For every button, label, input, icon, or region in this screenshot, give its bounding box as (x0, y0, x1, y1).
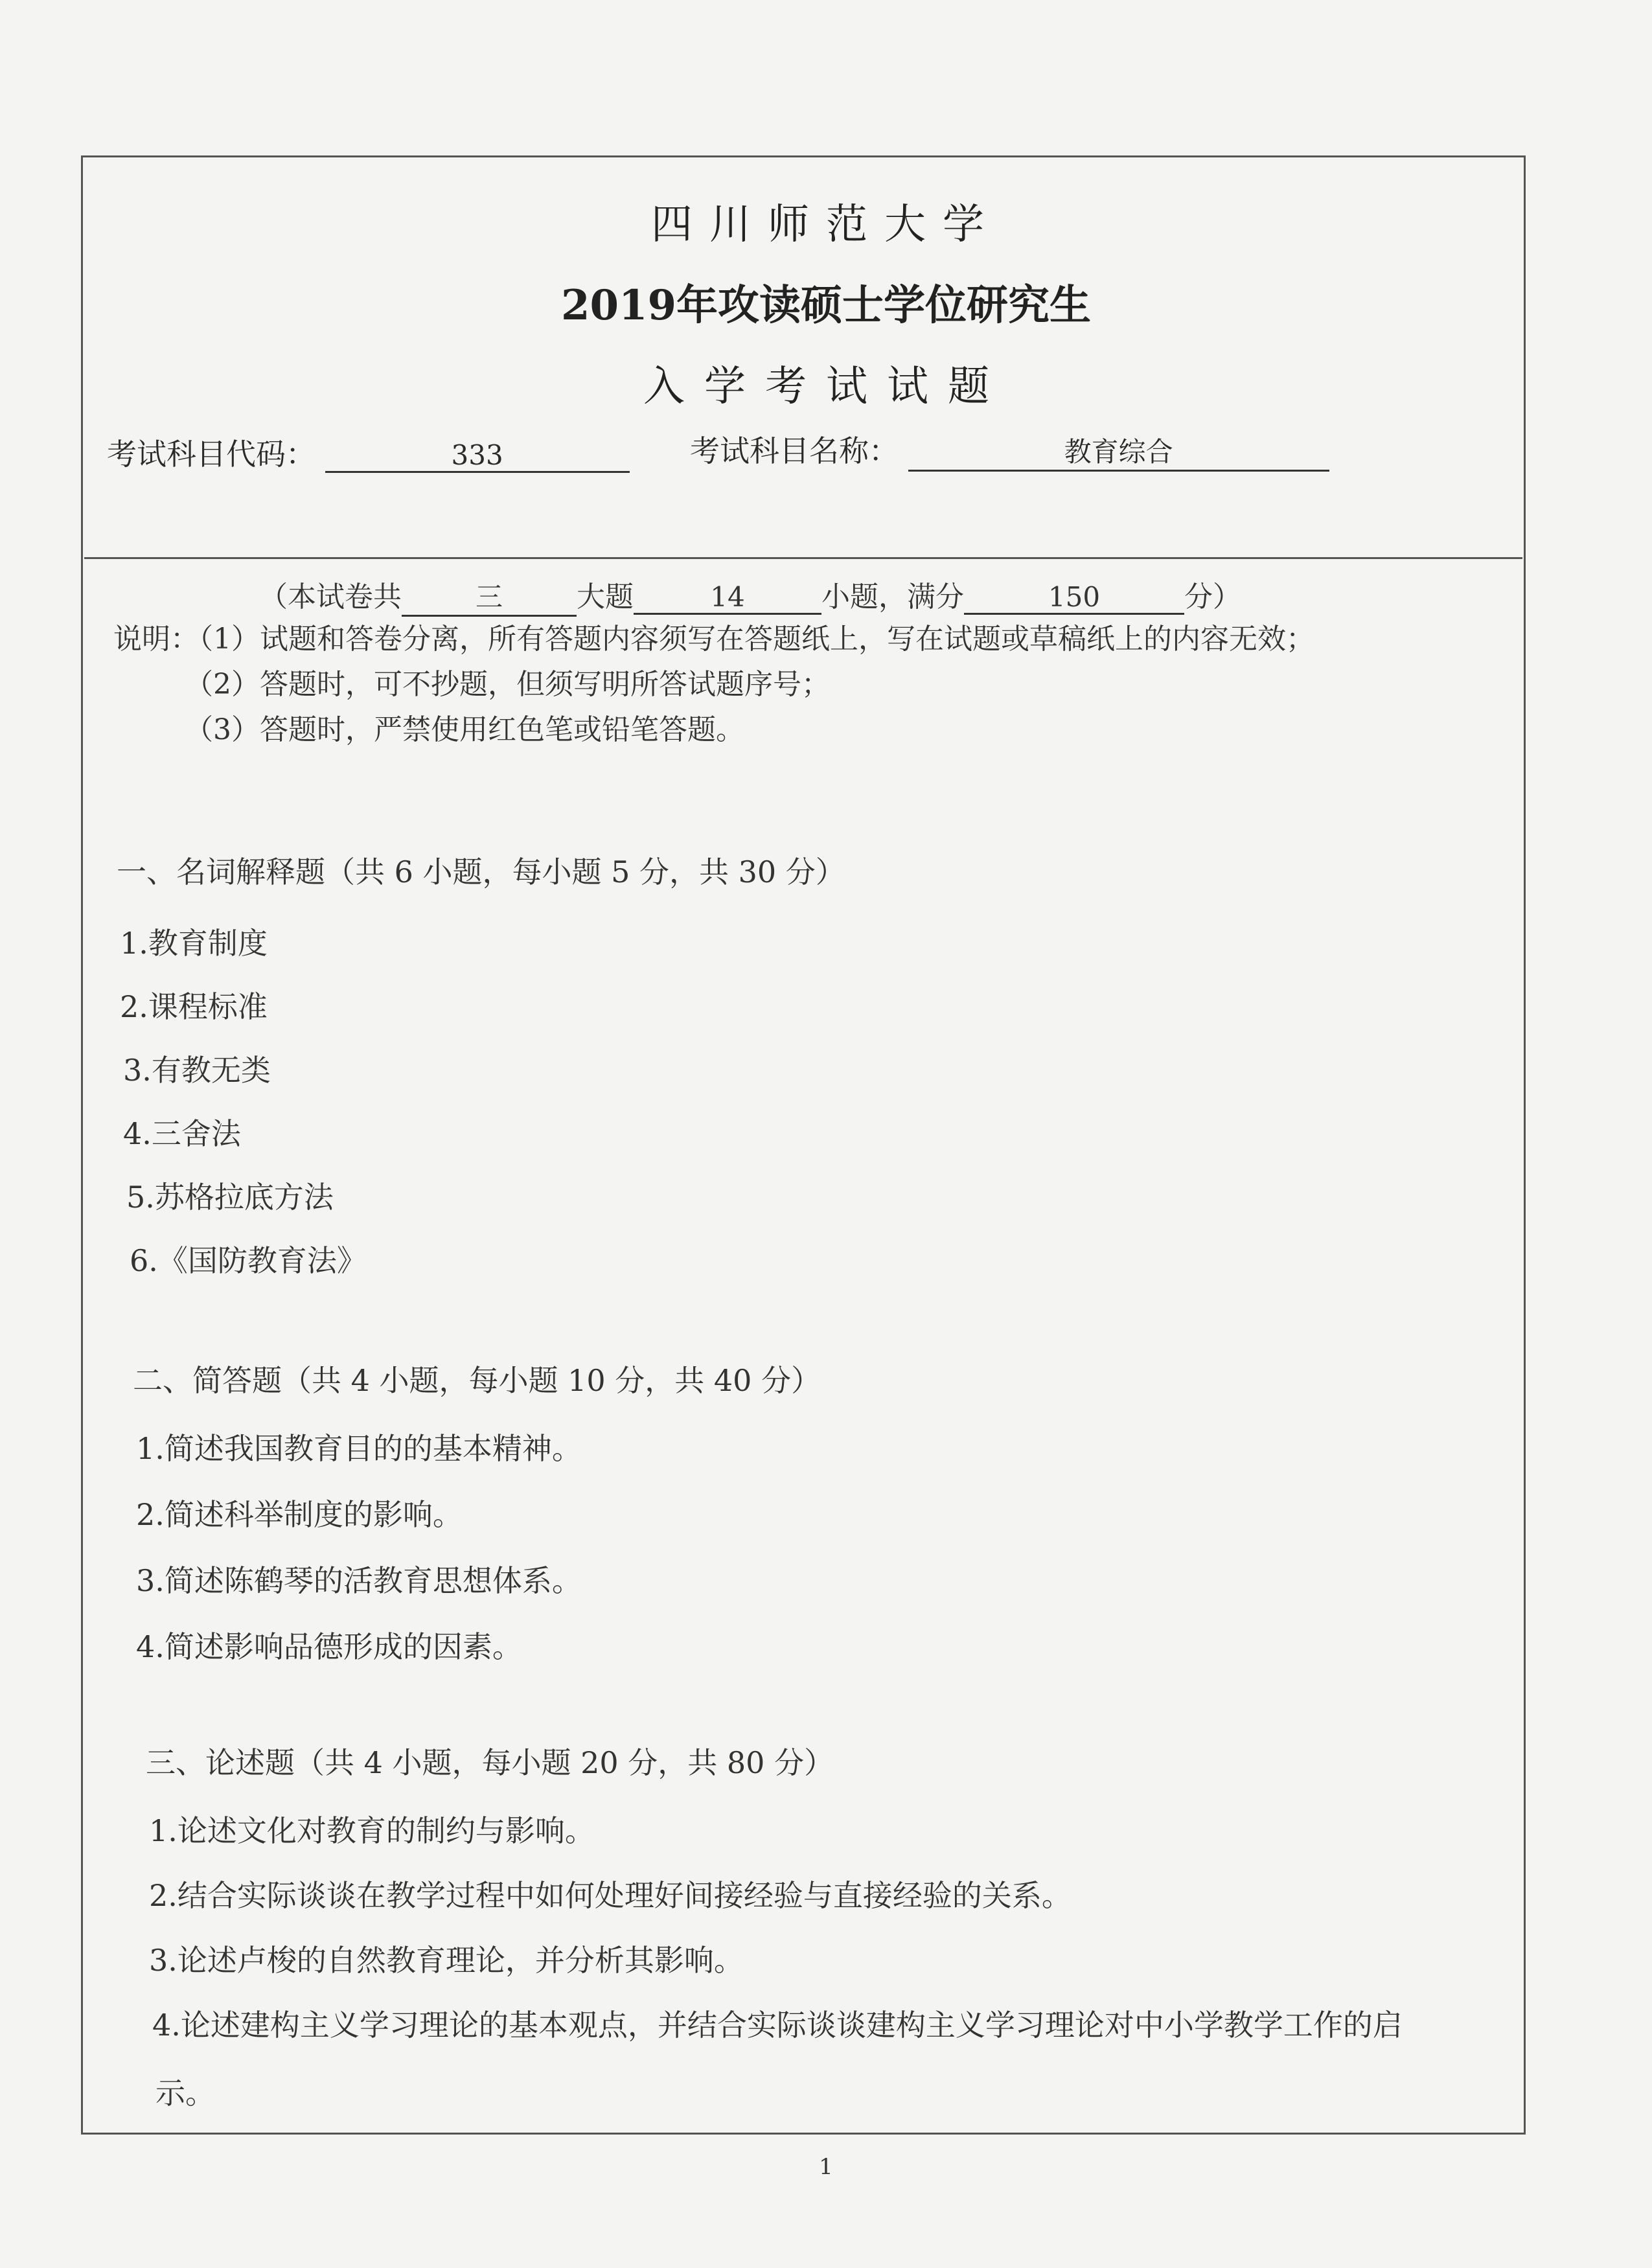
subject-code (107, 431, 630, 474)
summary-parts: 三 (402, 576, 577, 617)
question-item: 2.课程标准 (120, 989, 268, 1024)
question-item: 3.简述陈鹤琴的活教育思想体系。 (136, 1563, 582, 1598)
question-item-continuation: 示。 (155, 2076, 215, 2111)
instruction-item: （3）答题时，严禁使用红色笔或铅笔答题。 (185, 713, 744, 746)
exam-title: 入学考试试题 (643, 363, 1009, 411)
summary-questions: 14 (634, 581, 821, 615)
subject-code-value: 333 (325, 439, 630, 473)
question-item: 6.《国防教育法》 (130, 1243, 367, 1278)
summary-parts-unit: 大题 (577, 580, 634, 613)
exam-year-line: 2019年攻读硕士学位研究生 (560, 281, 1092, 330)
question-item: 4.三舍法 (123, 1116, 241, 1151)
question-item: 4.论述建构主义学习理论的基本观点，并结合实际谈谈建构主义学习理论对中小学教学工作的启 (152, 2008, 1403, 2043)
question-item: 3.论述卢梭的自然教育理论，并分析其影响。 (149, 1943, 744, 1978)
summary-prefix: （本试卷共 (259, 580, 402, 613)
instruction-item: （2）答题时，可不抄题，但须写明所答试题序号； (185, 668, 830, 701)
question-item: 2.结合实际谈谈在教学过程中如何处理好间接经验与直接经验的关系。 (149, 1878, 1072, 1913)
summary-score: 150 (964, 581, 1184, 615)
question-item: 3.有教无类 (123, 1053, 271, 1088)
question-item: 2.简述科举制度的影响。 (136, 1497, 463, 1532)
summary-score-unit: 分） (1184, 580, 1241, 613)
section-title: 二、简答题（共 4 小题，每小题 10 分，共 40 分） (133, 1363, 821, 1398)
instructions-line-1 (113, 615, 1314, 657)
question-item: 1.简述我国教育目的的基本精神。 (136, 1431, 582, 1466)
subject-name (690, 428, 1329, 472)
question-item: 1.教育制度 (120, 926, 268, 961)
subject-code-label: 考试科目代码： (107, 437, 315, 472)
page-number: 1 (819, 2154, 833, 2180)
university-name: 四川师范大学 (651, 201, 1001, 249)
header-divider (84, 557, 1522, 559)
question-item: 1.论述文化对教育的制约与影响。 (149, 1813, 595, 1848)
subject-name-label: 考试科目名称： (690, 433, 899, 468)
section-title: 一、名词解释题（共 6 小题，每小题 5 分，共 30 分） (117, 854, 845, 889)
section-title: 三、论述题（共 4 小题，每小题 20 分，共 80 分） (146, 1745, 834, 1780)
summary-questions-unit: 小题，满分 (821, 580, 964, 613)
subject-name-value: 教育综合 (908, 431, 1329, 472)
question-item: 4.简述影响品德形成的因素。 (136, 1629, 522, 1664)
instruction-item: （1）试题和答卷分离，所有答题内容须写在答题纸上，写在试题或草稿纸上的内容无效； (199, 623, 1314, 656)
paper-summary (259, 573, 1241, 617)
question-item: 5.苏格拉底方法 (126, 1180, 334, 1215)
instructions-label: 说明： (113, 623, 199, 656)
